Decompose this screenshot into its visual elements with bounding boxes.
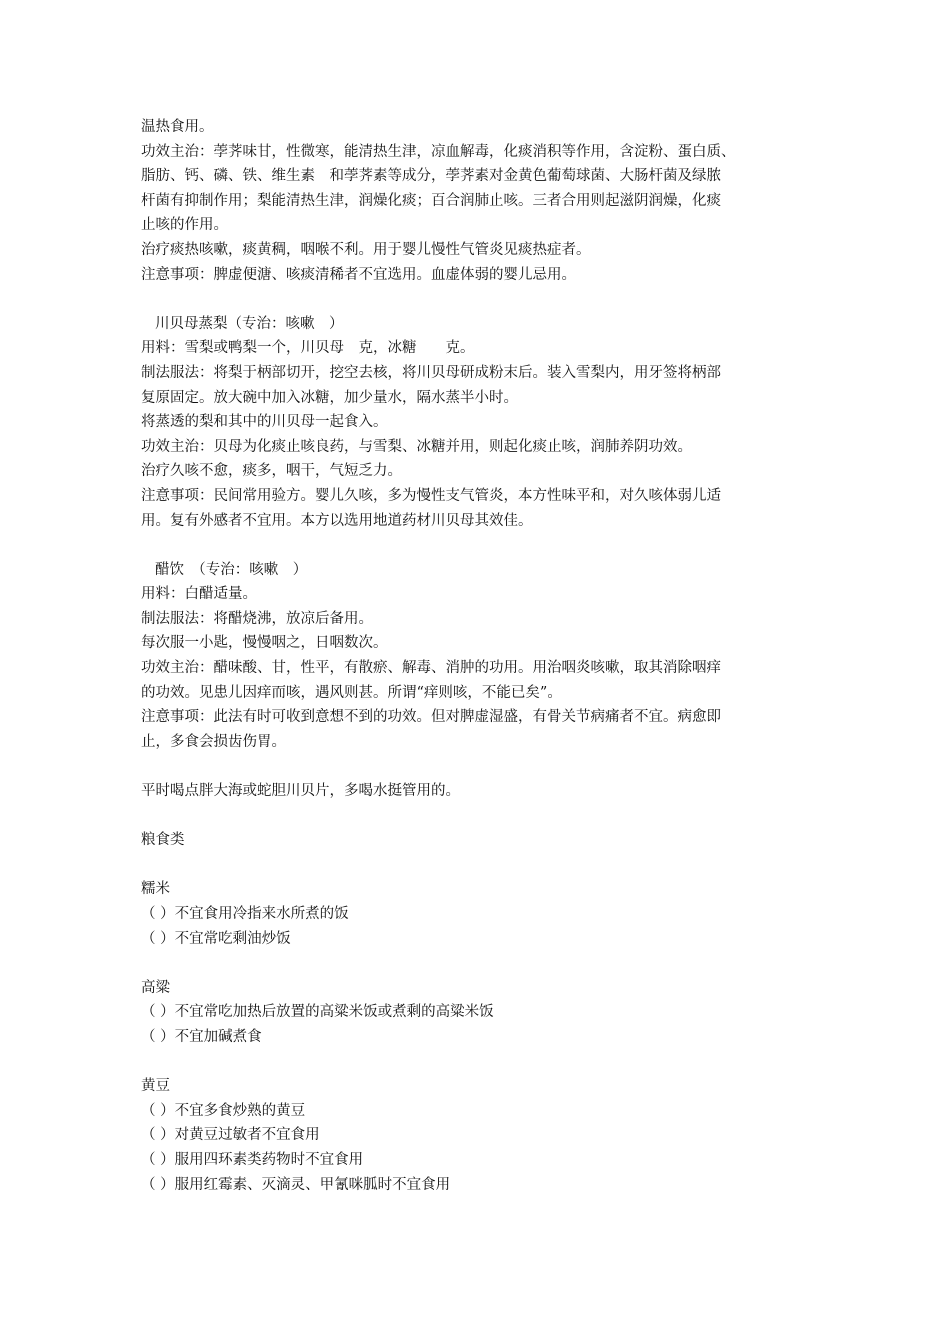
food-title: 糯米 [141, 881, 170, 898]
category-heading: 粮食类 [141, 832, 185, 849]
paragraph-gap [141, 754, 816, 779]
text-line: 杆菌有抑制作用；梨能清热生津，润燥化痰；百合润肺止咳。三者合用则起滋阴润燥，化痰 [141, 192, 721, 209]
text-line: 用料：白醋适量。 [141, 586, 257, 603]
text-line: 注意事项：脾虚便溏、咳痰清稀者不宜选用。血虚体弱的婴儿忌用。 [141, 266, 576, 283]
checklist-item: （ ）不宜加碱煮食 [141, 1028, 262, 1045]
food-title: 黄豆 [141, 1078, 170, 1095]
text-line: 止，多食会损齿伤胃。 [141, 733, 286, 750]
text-line: 功效主治：醋味酸、甘，性平，有散瘀、解毒、消肿的功用。用治咽炎咳嗽，取其消除咽痒 [141, 660, 721, 677]
text-line: 复原固定。放大碗中加入冰糖，加少量水，隔水蒸半小时。 [141, 389, 518, 406]
checklist-item: （ ）不宜常吃加热后放置的高粱米饭或煮剩的高粱米饭 [141, 1004, 494, 1021]
section-previous-recipe-tail [141, 115, 816, 287]
section-vinegar-drink [141, 558, 816, 755]
text-line: 注意事项：此法有时可收到意想不到的功效。但对脾虚湿盛，有骨关节病痛者不宜。病愈即 [141, 709, 721, 726]
paragraph-gap [141, 951, 816, 976]
checklist-item: （ ）对黄豆过敏者不宜食用 [141, 1127, 320, 1144]
checklist-item: （ ）不宜食用冷指来水所煮的饭 [141, 906, 349, 922]
text-line: 治疗痰热咳嗽，痰黄稠，咽喉不利。用于婴儿慢性气管炎见痰热症者。 [141, 241, 591, 258]
section-sorghum [141, 976, 816, 1050]
paragraph-gap [141, 853, 816, 878]
paragraph-gap [141, 287, 816, 312]
checklist-item: （ ）服用红霉素、灭滴灵、甲氰咪胍时不宜食用 [141, 1176, 451, 1193]
text-line: 温热食用。 [141, 119, 214, 135]
text-line: 用。复有外感者不宜用。本方以选用地道药材川贝母其效佳。 [141, 512, 533, 529]
tip-line: 平时喝点胖大海或蛇胆川贝片，多喝水挺管用的。 [141, 783, 460, 800]
section-chuanbei-pear [141, 312, 816, 533]
checklist-item: （ ）服用四环素类药物时不宜食用 [141, 1151, 364, 1168]
text-line: 功效主治：荸荠味甘，性微寒，能清热生津，凉血解毒，化痰消积等作用，含淀粉、蛋白质、 [141, 143, 736, 160]
section-soybean [141, 1074, 816, 1197]
checklist-item: （ ）不宜常吃剩油炒饭 [141, 930, 291, 947]
text-line: 制法服法：将醋烧沸，放凉后备用。 [141, 610, 373, 627]
text-line: 止咳的作用。 [141, 217, 228, 234]
paragraph-gap [141, 1050, 816, 1075]
text-line: 将蒸透的梨和其中的川贝母一起食入。 [141, 414, 388, 431]
text-line: 脂肪、钙、磷、铁、维生素 和荸荠素等成分，荸荠素对金黄色葡萄球菌、大肠杆菌及绿脓 [141, 168, 721, 185]
recipe-title: 川贝母蒸梨（专治：咳嗽 ） [155, 315, 344, 332]
checklist-item: （ ）不宜多食炒熟的黄豆 [141, 1102, 306, 1119]
text-line: 注意事项：民间常用验方。婴儿久咳，多为慢性支气管炎，本方性味平和，对久咳体弱儿适 [141, 487, 721, 504]
document-page [141, 115, 816, 1197]
text-line: 每次服一小匙，慢慢咽之，日咽数次。 [141, 635, 388, 652]
text-line: 功效主治：贝母为化痰止咳良药，与雪梨、冰糖并用，则起化痰止咳，润肺养阴功效。 [141, 438, 692, 455]
text-line: 治疗久咳不愈，痰多，咽干，气短乏力。 [141, 463, 402, 480]
text-line: 的功效。见患儿因痒而咳，遇风则甚。所谓“痒则咳，不能已矣”。 [141, 684, 562, 701]
food-title: 高粱 [141, 979, 170, 996]
section-glutinous-rice [141, 877, 816, 951]
paragraph-gap [141, 804, 816, 829]
paragraph-gap [141, 533, 816, 558]
text-line: 用料：雪梨或鸭梨一个，川贝母 克，冰糖 克。 [141, 340, 475, 357]
text-line: 制法服法：将梨于柄部切开，挖空去核，将川贝母研成粉末后。装入雪梨内，用牙签将柄部 [141, 364, 721, 381]
recipe-title: 醋饮 （专治：咳嗽 ） [155, 561, 308, 578]
